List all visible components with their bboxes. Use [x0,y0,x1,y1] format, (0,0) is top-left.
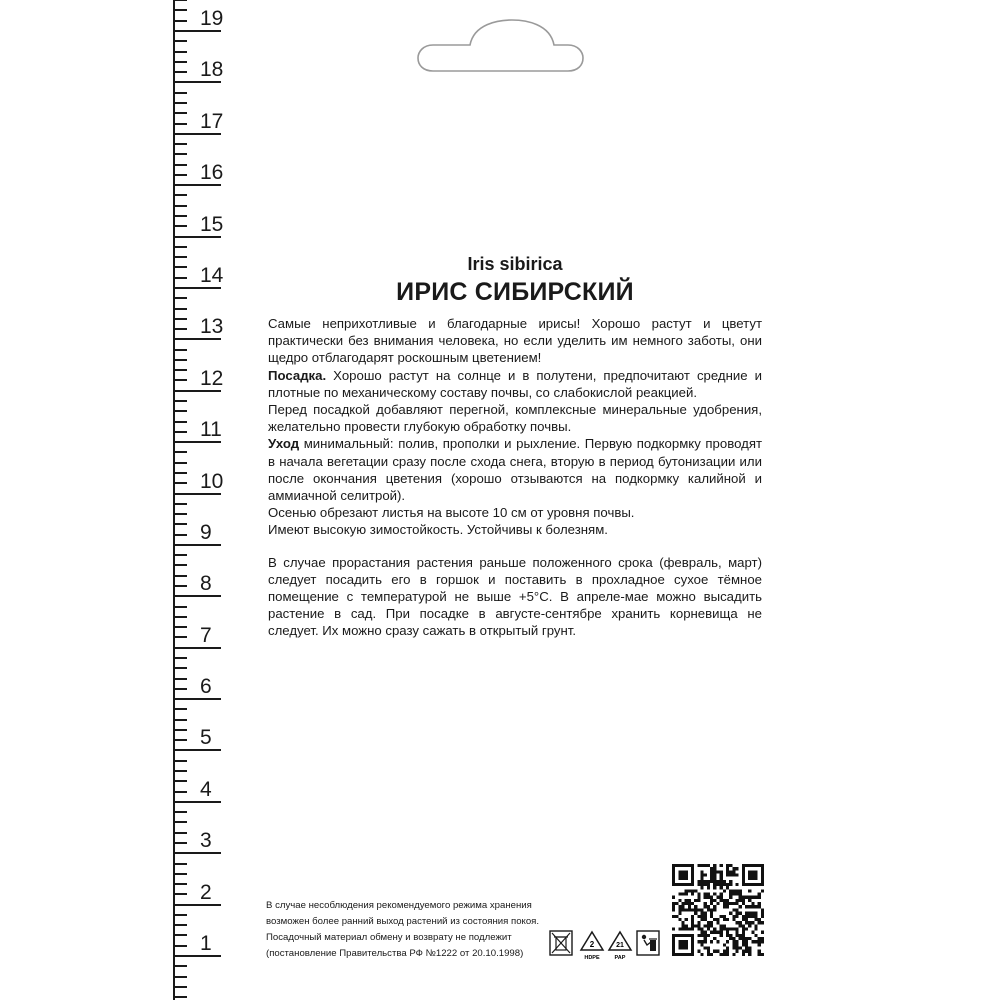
ruler-minor-tick [175,708,187,710]
intro-paragraph: Самые неприхотливые и благодарные ирисы! Хорошо растут и цветут практически без внимания человека, но если уделить им немного заботы, они щедро отблагодарят роскошным цветением! [268,316,762,366]
ruler-number: 16 [200,161,224,185]
ruler-number: 8 [200,572,212,596]
ruler-major-tick [175,287,221,289]
ruler-minor-tick [175,123,187,125]
ruler-minor-tick [175,770,187,772]
ruler-minor-tick [175,174,187,176]
ruler-minor-tick [175,215,187,217]
storage-note-line: (постановление Правительства РФ №1222 от 20.10.1998) [266,948,524,959]
ruler-minor-tick [175,965,187,967]
product-description [268,250,762,640]
ruler-major-tick [175,595,221,597]
ruler-number: 4 [200,777,212,801]
ruler-number: 10 [200,469,224,493]
ruler-major-tick [175,390,221,392]
ruler-minor-tick [175,318,187,320]
ruler-minor-tick [175,225,187,227]
ruler-minor-tick [175,143,187,145]
ruler-minor-tick [175,832,187,834]
ruler-major-tick [175,493,221,495]
early-sprouting-paragraph: В случае прорастания растения раньше положенного срока (февраль, март) следует посадить его в горшок и поставить в прохладное сухое тёмное помещение с температурой не выше +5°С. В апреле-мае можно высадить растение в сад. При посадке в августе-сентябре хранить корневища не следует. Их можно сразу сажать в открытый грунт. [268,554,762,639]
ruler-major-tick [175,955,221,957]
hdpe-code: 2 [589,940,595,949]
care-label: Уход [268,436,300,452]
latin-name: Iris sibirica [467,254,563,274]
ruler-minor-tick [175,657,187,659]
ruler-major-tick [175,236,221,238]
ruler-minor-tick [175,883,187,885]
ruler-minor-tick [175,451,187,453]
ruler-minor-tick [175,421,187,423]
care-paragraph [268,435,762,504]
ruler-minor-tick [175,873,187,875]
ruler-minor-tick [175,472,187,474]
ruler-minor-tick [175,719,187,721]
ruler-minor-tick [175,369,187,371]
ruler-minor-tick [175,308,187,310]
ruler-minor-tick [175,523,187,525]
care-text: минимальный: полив, прополки и рыхление. Первую подкормку проводят в начала вегетации сразу после схода снега, вторую в период бутонизации или после окончания цветения (хорошо отзываются на подкормку калийной и аммиачной селитрой). [268,436,762,504]
pap-recycle-icon [609,932,631,961]
ruler-number: 9 [200,520,212,544]
ruler-minor-tick [175,996,187,998]
ruler-minor-tick [175,986,187,988]
ruler-minor-tick [175,92,187,94]
ruler-minor-tick [175,482,187,484]
ruler-number: 5 [200,726,212,750]
ruler-major-tick [175,749,221,751]
ruler-minor-tick [175,606,187,608]
ruler-major-tick [175,81,221,83]
ruler-number: 11 [200,418,222,442]
ruler-minor-tick [175,328,187,330]
ruler-minor-tick [175,729,187,731]
ruler-minor-tick [175,564,187,566]
ruler-minor-tick [175,164,187,166]
ruler-number: 2 [200,880,212,904]
before-planting-paragraph: Перед посадкой добавляют перегной, комплексные минеральные удобрения, желательно провести глубокую обработку почвы. [268,402,762,435]
storage-note-line: Посадочный материал обмену и возврату не подлежит [266,932,512,943]
ruler-number: 13 [200,315,224,339]
ruler-minor-tick [175,842,187,844]
ruler-minor-tick [175,893,187,895]
ruler-minor-tick [175,534,187,536]
ruler-minor-tick [175,102,187,104]
hdpe-recycle-icon [581,932,603,961]
ruler-number: 12 [200,366,224,390]
ruler-minor-tick [175,934,187,936]
hardiness-paragraph: Имеют высокую зимостойкость. Устойчивы к болезням. [268,522,608,538]
product-title: ИРИС СИБИРСКИЙ [396,278,634,306]
storage-note [266,898,546,962]
ruler-number: 3 [200,829,212,853]
ruler-minor-tick [175,400,187,402]
ruler-minor-tick [175,678,187,680]
ruler-minor-tick [175,585,187,587]
ruler-minor-tick [175,575,187,577]
ruler-minor-tick [175,379,187,381]
ruler-number: 19 [200,7,224,30]
qr-code-icon [672,864,764,956]
ruler-minor-tick [175,976,187,978]
ruler-minor-tick [175,791,187,793]
ruler-minor-tick [175,554,187,556]
ruler-major-tick [175,441,221,443]
ruler-minor-tick [175,739,187,741]
ruler-minor-tick [175,205,187,207]
ruler-major-tick [175,698,221,700]
ruler-minor-tick [175,636,187,638]
ruler-number: 18 [200,58,224,82]
pap-code: 21 [616,942,624,949]
ruler-number: 1 [200,932,212,955]
ruler-major-tick [175,544,221,546]
ruler-number: 14 [200,263,224,287]
ruler-minor-tick [175,667,187,669]
ruler-major-tick [175,852,221,854]
no-trash-crossed-bin-icon [550,931,572,955]
ruler-minor-tick [175,626,187,628]
ruler-minor-tick [175,349,187,351]
autumn-paragraph: Осенью обрезают листья на высоте 10 см от уровня почвы. [268,505,635,521]
hang-tab-outline-icon [0,0,1000,80]
packaging-symbols [548,928,664,962]
ruler-number: 17 [200,109,224,133]
hdpe-label: HDPE [584,955,600,961]
ruler-minor-tick [175,616,187,618]
ruler-minor-tick [175,194,187,196]
ruler-minor-tick [175,410,187,412]
planting-text: Хорошо растут на солнце и в полутени, предпочитают средние и плотные по механическому составу почвы, со слабокислой реакцией. [268,367,762,400]
ruler-major-tick [175,338,221,340]
ruler-major-tick [175,647,221,649]
ruler-minor-tick [175,811,187,813]
ruler-minor-tick [175,780,187,782]
ruler-minor-tick [175,503,187,505]
ruler-minor-tick [175,462,187,464]
ruler-minor-tick [175,863,187,865]
ruler-minor-tick [175,688,187,690]
planting-paragraph [268,367,762,401]
ruler-minor-tick [175,297,187,299]
ruler-minor-tick [175,359,187,361]
storage-note-line: В случае несоблюдения рекомендуемого режима хранения [266,900,532,911]
ruler-minor-tick [175,431,187,433]
ruler-minor-tick [175,945,187,947]
storage-note-line: возможен более ранний выход растений из состояния покоя. [266,916,540,927]
ruler-major-tick [175,904,221,906]
ruler-major-tick [175,184,221,186]
ruler-major-tick [175,801,221,803]
ruler-minor-tick [175,760,187,762]
ruler-minor-tick [175,821,187,823]
height-ruler [0,0,240,1000]
ruler-minor-tick [175,266,187,268]
planting-label: Посадка. [268,367,327,383]
ruler-minor-tick [175,277,187,279]
ruler-major-tick [175,133,221,135]
ruler-number: 15 [200,212,224,236]
ruler-minor-tick [175,256,187,258]
dispose-in-bin-icon [637,931,659,955]
ruler-minor-tick [175,513,187,515]
ruler-minor-tick [175,153,187,155]
ruler-axis [173,0,175,1000]
ruler-number: 6 [200,675,212,699]
ruler-number: 7 [200,623,212,647]
ruler-minor-tick [175,112,187,114]
paragraph-gap [268,539,762,554]
ruler-minor-tick [175,914,187,916]
ruler-minor-tick [175,246,187,248]
pap-label: PAP [614,955,626,961]
ruler-minor-tick [175,924,187,926]
